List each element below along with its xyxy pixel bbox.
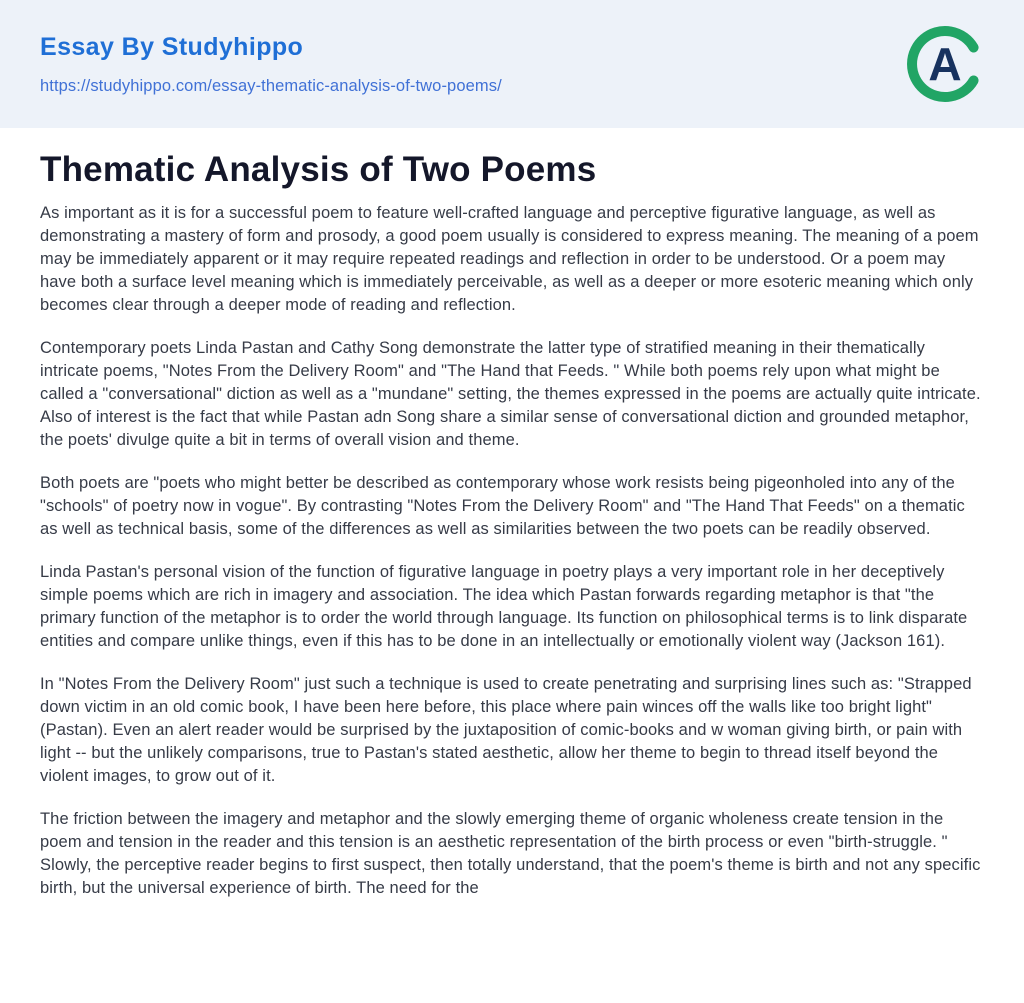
- logo-letter: A: [928, 38, 962, 90]
- header-text-block: [40, 33, 502, 96]
- studyhippo-logo-icon: [904, 23, 986, 105]
- page-header: [0, 0, 1024, 128]
- essay-paragraph-4: Linda Pastan's personal vision of the function of figurative language in poetry plays a very important role in her deceptively simple poems which are rich in imagery and association. The idea which Pastan forwards regarding metaphor is that "the primary function of the metaphor is to order the world through language. Its function on philosophical terms is to link disparate entities and compare unlike things, even if this has to be done in an intellectually or emotionally violent way (Jackson 161).: [40, 563, 968, 650]
- essay-paragraph-5: In "Notes From the Delivery Room" just such a technique is used to create penetrating and surprising lines such as: "Strapped down victim in an old comic book, I have been here before, this place where pain winces off the walls like too bright light" (Pastan). Even an alert reader would be surprised by the juxtaposition of comic-books and w woman giving birth, or pain with light -- but the unlikely comparisons, true to Pastan's stated aesthetic, allow her theme to begin to thread itself beyond the violent images, to grow out of it.: [40, 675, 972, 785]
- essay-paragraph-3: Both poets are "poets who might better be described as contemporary whose work resists being pigeonholed into any of the "schools" of poetry now in vogue". By contrasting "Notes From the Delivery Room" and "The Hand That Feeds" on a thematic as well as technical basis, some of the differences as well as similarities between the two poets can be readily observed.: [40, 474, 965, 538]
- essay-paragraph-2: Contemporary poets Linda Pastan and Cathy Song demonstrate the latter type of stratified meaning in their thematically intricate poems, "Notes From the Delivery Room" and "The Hand that Feeds. " While both poems rely upon what might be called a "conversational" diction as well as a "mundane" setting, the themes expressed in the poems are actually quite intricate. Also of interest is the fact that while Pastan adn Song share a similar sense of conversational diction and grounded metaphor, the poets' divulge quite a bit in terms of overall vision and theme.: [40, 339, 981, 449]
- essay-content: [0, 128, 1024, 900]
- essay-url-link[interactable]: https://studyhippo.com/essay-thematic-analysis-of-two-poems/: [40, 76, 502, 95]
- site-title: Essay By Studyhippo: [40, 32, 304, 61]
- essay-paragraph-1: As important as it is for a successful poem to feature well-crafted language and perceptive figurative language, as well as demonstrating a mastery of form and prosody, a good poem usually is considered to express meaning. The meaning of a poem may be immediately apparent or it may require repeated readings and reflection in order to be understood. Or a poem may have both a surface level meaning which is immediately perceivable, as well as a deeper or more esoteric meaning which only becomes clear through a deeper mode of reading and reflection.: [40, 204, 979, 314]
- essay-title: Thematic Analysis of Two Poems: [40, 150, 597, 189]
- essay-paragraph-6: The friction between the imagery and metaphor and the slowly emerging theme of organic wholeness create tension in the poem and tension in the reader and this tension is an aesthetic representation of the birth process or even "birth-struggle. " Slowly, the perceptive reader begins to first suspect, then totally understand, that the poem's theme is birth and not any specific birth, but the universal experience of birth. The need for the: [40, 810, 981, 897]
